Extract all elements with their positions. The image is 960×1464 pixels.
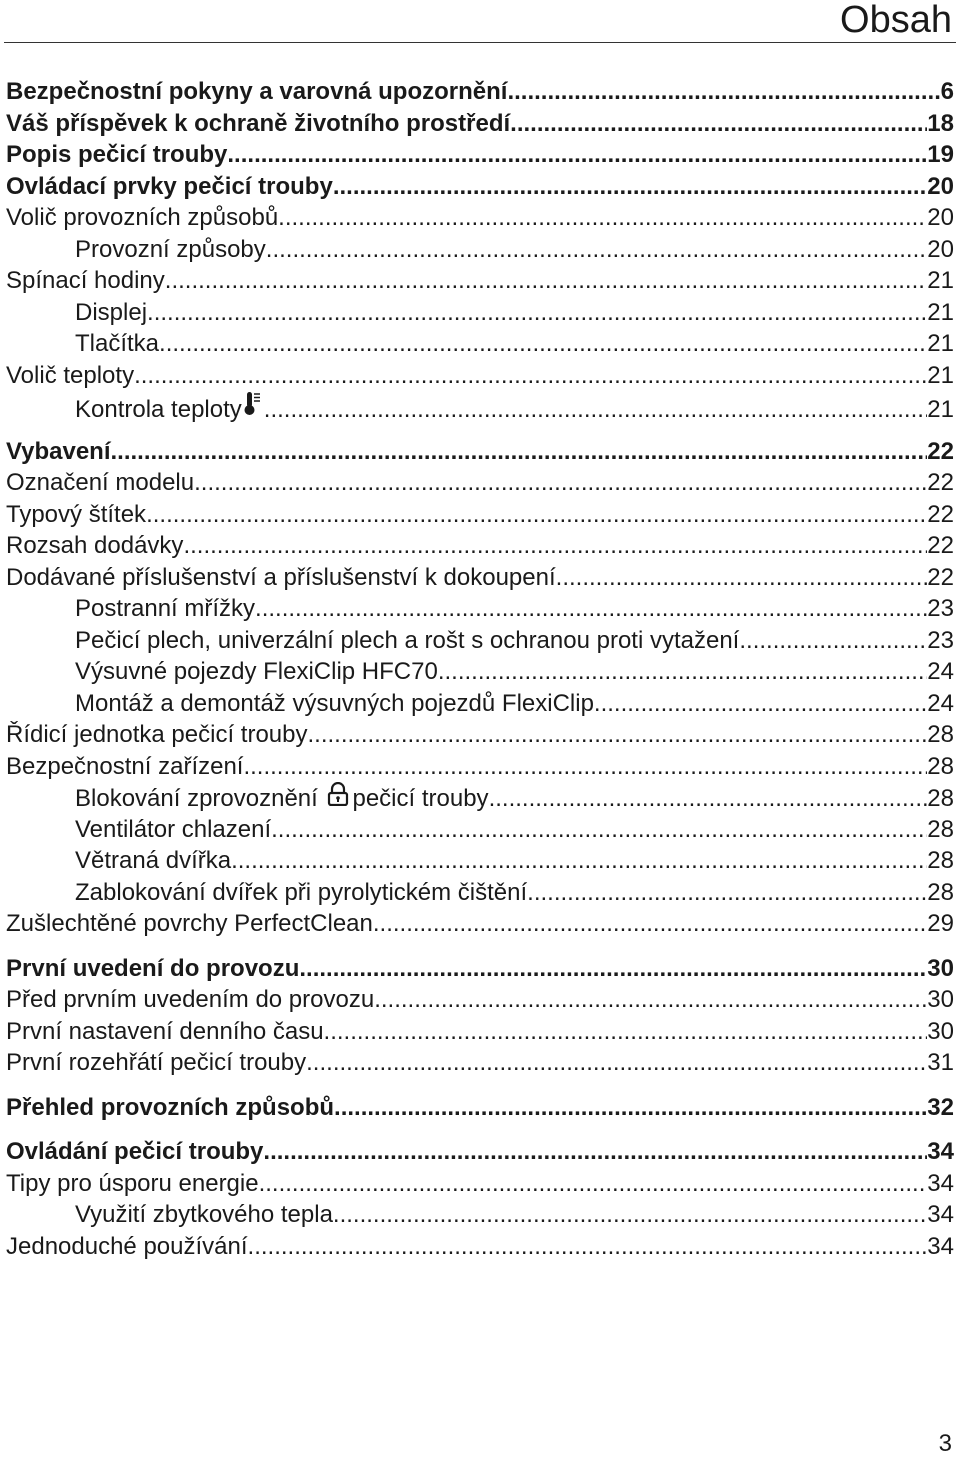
toc-entry-title xyxy=(75,593,255,625)
dot-leader xyxy=(374,984,927,1016)
toc-entry-title xyxy=(6,1231,248,1263)
toc-entry-title xyxy=(6,139,227,171)
toc-entry-text: Displej xyxy=(75,298,148,326)
dot-leader xyxy=(308,719,928,751)
toc-entry[interactable] xyxy=(6,782,954,814)
toc-entry-text: První uvedení do provozu xyxy=(6,954,300,982)
toc-entry-text: Bezpečnostní zařízení xyxy=(6,752,244,780)
toc-entry[interactable] xyxy=(6,984,954,1016)
toc-page-number: 21 xyxy=(927,267,954,294)
toc-page-number: 28 xyxy=(927,847,954,874)
toc-entry[interactable] xyxy=(6,1231,954,1263)
dot-leader xyxy=(231,845,927,877)
toc-entry-text-after: pečicí trouby xyxy=(352,785,489,812)
toc-entry-text: Zušlechtěné povrchy PerfectClean xyxy=(6,910,373,937)
toc-entry[interactable] xyxy=(6,328,954,360)
toc-entry-text: Ventilátor chlazení xyxy=(75,815,272,843)
toc-page-number: 20 xyxy=(927,204,954,231)
toc-entry-title xyxy=(6,751,243,783)
toc-entry-text: Postranní mřížky xyxy=(75,595,256,622)
toc-entry-title xyxy=(75,688,594,720)
dot-leader xyxy=(299,953,927,985)
toc-page-number: 6 xyxy=(940,78,954,105)
toc-entry-text: První rozehřátí pečicí trouby xyxy=(6,1049,307,1076)
dot-leader xyxy=(271,814,927,846)
toc-entry[interactable] xyxy=(6,1092,954,1124)
toc-entry-text: Váš příspěvek k ochraně životního prostředí xyxy=(6,109,511,137)
toc-page-number: 21 xyxy=(927,330,954,357)
dot-leader xyxy=(266,234,928,266)
dot-leader xyxy=(373,908,927,940)
toc-entry[interactable] xyxy=(6,139,954,171)
toc-entry[interactable] xyxy=(6,877,954,909)
toc-entry[interactable] xyxy=(6,265,954,297)
toc-entry-title xyxy=(75,234,266,266)
toc-entry-text: Provozní způsoby xyxy=(75,235,266,263)
toc-entry-title xyxy=(6,202,278,234)
toc-entry-title xyxy=(6,1092,334,1124)
toc-entry-title xyxy=(6,360,134,392)
toc-entry-title xyxy=(75,625,739,657)
dot-leader xyxy=(510,108,927,140)
toc-entry-title xyxy=(6,719,308,751)
toc-entry[interactable] xyxy=(6,436,954,468)
toc-entry-text: Zablokování dvířek při pyrolytickém čištění xyxy=(75,878,528,906)
toc-entry-text: Označení modelu xyxy=(6,469,195,496)
toc-entry[interactable] xyxy=(6,297,954,329)
dot-leader xyxy=(243,751,927,783)
page-title: Obsah xyxy=(840,0,952,41)
toc-entry-title xyxy=(6,953,299,985)
toc-entry[interactable] xyxy=(6,499,954,531)
dot-leader xyxy=(146,499,927,531)
dot-leader xyxy=(147,297,927,329)
dot-leader xyxy=(278,202,927,234)
toc-page-number: 22 xyxy=(927,469,954,496)
toc-entry-title xyxy=(6,908,373,940)
toc-entry-text: Spínací hodiny xyxy=(6,267,165,294)
toc-entry[interactable] xyxy=(6,1168,954,1200)
dot-leader xyxy=(334,1092,927,1124)
toc-entry-title xyxy=(75,845,231,877)
toc-page-number: 30 xyxy=(927,986,954,1013)
toc-entry[interactable] xyxy=(6,467,954,499)
toc-page-number: 28 xyxy=(927,878,954,906)
dot-leader xyxy=(306,1047,927,1079)
toc-entry-title xyxy=(6,467,194,499)
toc-entry[interactable] xyxy=(6,1136,954,1168)
dot-leader xyxy=(507,76,940,108)
toc-entry[interactable] xyxy=(6,688,954,720)
toc-entry-text: Pečicí plech, univerzální plech a rošt s ochranou proti vytažení xyxy=(75,626,740,654)
dot-leader xyxy=(333,171,927,203)
toc-page-number: 28 xyxy=(927,752,954,780)
toc-entry-text: Bezpečnostní pokyny a varovná upozornění xyxy=(6,78,508,105)
toc-entry-text: Volič provozních způsobů xyxy=(6,204,279,231)
toc-entry-text: Před prvním uvedením do provozu xyxy=(6,986,375,1013)
dot-leader xyxy=(324,1016,928,1048)
dot-leader xyxy=(159,328,927,360)
toc-entry[interactable] xyxy=(6,562,954,594)
toc-entry-title xyxy=(6,530,183,562)
toc-page-number: 23 xyxy=(927,626,954,654)
toc-page-number: 31 xyxy=(927,1049,954,1076)
toc-entry[interactable] xyxy=(6,845,954,877)
toc-page-number: 18 xyxy=(927,109,954,137)
toc-page-number: 28 xyxy=(927,785,954,812)
toc-entry-title xyxy=(75,297,147,329)
toc-page-number: 30 xyxy=(927,1017,954,1045)
toc-entry-title xyxy=(75,814,271,846)
toc-entry-text: Rozsah dodávky xyxy=(6,532,184,559)
toc-entry[interactable] xyxy=(6,814,954,846)
toc-entry-text: Větraná dvířka xyxy=(75,847,232,874)
toc-entry[interactable] xyxy=(6,625,954,657)
toc-entry[interactable] xyxy=(6,751,954,783)
dot-leader xyxy=(438,656,927,688)
toc-entry-title xyxy=(75,877,527,909)
toc-page-number: 34 xyxy=(927,1201,954,1228)
toc-entry-text: Výsuvné pojezdy FlexiClip HFC70 xyxy=(75,658,438,685)
toc-page-number: 21 xyxy=(927,361,954,389)
dot-leader xyxy=(111,436,928,468)
toc-page-number: 34 xyxy=(927,1232,954,1260)
toc-entry-title xyxy=(6,436,111,468)
toc-page-number: 32 xyxy=(927,1093,954,1121)
dot-leader xyxy=(556,562,928,594)
toc-entry-text: Kontrola teploty xyxy=(75,396,242,423)
toc-entry[interactable] xyxy=(6,76,954,108)
toc-entry-title xyxy=(6,984,374,1016)
toc-entry-text: Jednoduché používání xyxy=(6,1232,248,1260)
thermometer-icon xyxy=(244,391,262,423)
dot-leader xyxy=(183,530,927,562)
toc-page-number: 34 xyxy=(927,1138,954,1165)
toc-page-number: 22 xyxy=(927,500,954,528)
toc-page-number: 21 xyxy=(927,396,954,423)
toc-entry[interactable] xyxy=(6,530,954,562)
dot-leader xyxy=(194,467,927,499)
toc-entry-text: Využití zbytkového tepla xyxy=(75,1201,333,1228)
toc-page-number: 24 xyxy=(927,689,954,717)
toc-entry-text: Vybavení xyxy=(6,437,111,465)
toc-entry-title xyxy=(75,391,264,423)
dot-leader xyxy=(594,688,927,720)
toc-page-number: 20 xyxy=(927,235,954,263)
toc-entry[interactable] xyxy=(6,391,954,423)
toc-entry-text: Montáž a demontáž výsuvných pojezdů FlexiClip xyxy=(75,689,594,717)
toc-entry-title xyxy=(75,328,159,360)
dot-leader xyxy=(739,625,927,657)
toc-entry[interactable] xyxy=(6,719,954,751)
toc-page-number: 34 xyxy=(927,1169,954,1197)
toc-entry[interactable] xyxy=(6,108,954,140)
toc-entry-text: Tipy pro úsporu energie xyxy=(6,1169,259,1197)
toc-entry-title xyxy=(75,1199,333,1231)
dot-leader xyxy=(264,394,928,423)
dot-leader xyxy=(248,1231,928,1263)
toc-entry-title xyxy=(6,1168,259,1200)
toc-entry-text: Volič teploty xyxy=(6,361,135,389)
toc-entry[interactable] xyxy=(6,656,954,688)
toc-page-number: 22 xyxy=(927,437,954,465)
toc-page-number: 29 xyxy=(927,910,954,937)
toc-entry[interactable] xyxy=(6,202,954,234)
toc-entry-text: Blokování zprovoznění xyxy=(75,785,318,812)
dot-leader xyxy=(255,593,927,625)
toc-entry-text: První nastavení denního času xyxy=(6,1017,324,1045)
toc-entry-text: Popis pečicí trouby xyxy=(6,141,228,168)
toc-entry-title xyxy=(6,1016,324,1048)
toc-page-number: 22 xyxy=(927,563,954,591)
toc-entry[interactable] xyxy=(6,1199,954,1231)
toc-entry[interactable] xyxy=(6,234,954,266)
toc-entry[interactable] xyxy=(6,360,954,392)
toc-entry-text: Tlačítka xyxy=(75,330,160,357)
toc-entry[interactable] xyxy=(6,1047,954,1079)
toc-entry-title xyxy=(6,499,146,531)
toc-entry-title xyxy=(6,76,507,108)
toc-entry-text: Ovládací prvky pečicí trouby xyxy=(6,172,333,200)
toc-page-number: 19 xyxy=(927,141,954,168)
toc-entry-title xyxy=(75,656,438,688)
toc-page-number: 24 xyxy=(927,658,954,685)
toc-entry-text: Přehled provozních způsobů xyxy=(6,1093,335,1121)
dot-leader xyxy=(527,877,927,909)
dot-leader xyxy=(333,1199,927,1231)
dot-leader xyxy=(489,783,928,814)
toc-entry-title xyxy=(6,265,165,297)
toc-entry-title xyxy=(6,1047,306,1079)
dot-leader xyxy=(259,1168,928,1200)
toc-entry-title xyxy=(6,1136,263,1168)
toc-page-number: 20 xyxy=(927,172,954,200)
title-divider xyxy=(4,42,956,43)
toc-entry-title xyxy=(6,562,556,594)
toc-entry-title xyxy=(75,782,489,814)
toc-page-number: 30 xyxy=(927,954,954,982)
toc-entry-title xyxy=(6,108,510,140)
toc-entry[interactable] xyxy=(6,1016,954,1048)
lock-icon xyxy=(326,782,350,814)
toc-entry[interactable] xyxy=(6,953,954,985)
toc-entry-text: Řídicí jednotka pečicí trouby xyxy=(6,721,308,748)
toc-entry-text: Dodávané příslušenství a příslušenství k dokoupení xyxy=(6,563,556,591)
toc-entry-text: Typový štítek xyxy=(6,500,147,528)
toc-entry[interactable] xyxy=(6,593,954,625)
toc-page-number: 28 xyxy=(927,721,954,748)
table-of-contents xyxy=(6,76,954,1262)
toc-entry-text: Ovládání pečicí trouby xyxy=(6,1138,264,1165)
dot-leader xyxy=(165,265,928,297)
page-number: 3 xyxy=(938,1430,952,1457)
toc-entry-title xyxy=(6,171,333,203)
toc-page-number: 22 xyxy=(927,532,954,559)
dot-leader xyxy=(227,139,927,171)
toc-page-number: 28 xyxy=(927,815,954,843)
dot-leader xyxy=(134,360,927,392)
toc-page-number: 21 xyxy=(927,298,954,326)
toc-entry[interactable] xyxy=(6,171,954,203)
toc-entry[interactable] xyxy=(6,908,954,940)
dot-leader xyxy=(263,1136,927,1168)
toc-page-number: 23 xyxy=(927,595,954,622)
